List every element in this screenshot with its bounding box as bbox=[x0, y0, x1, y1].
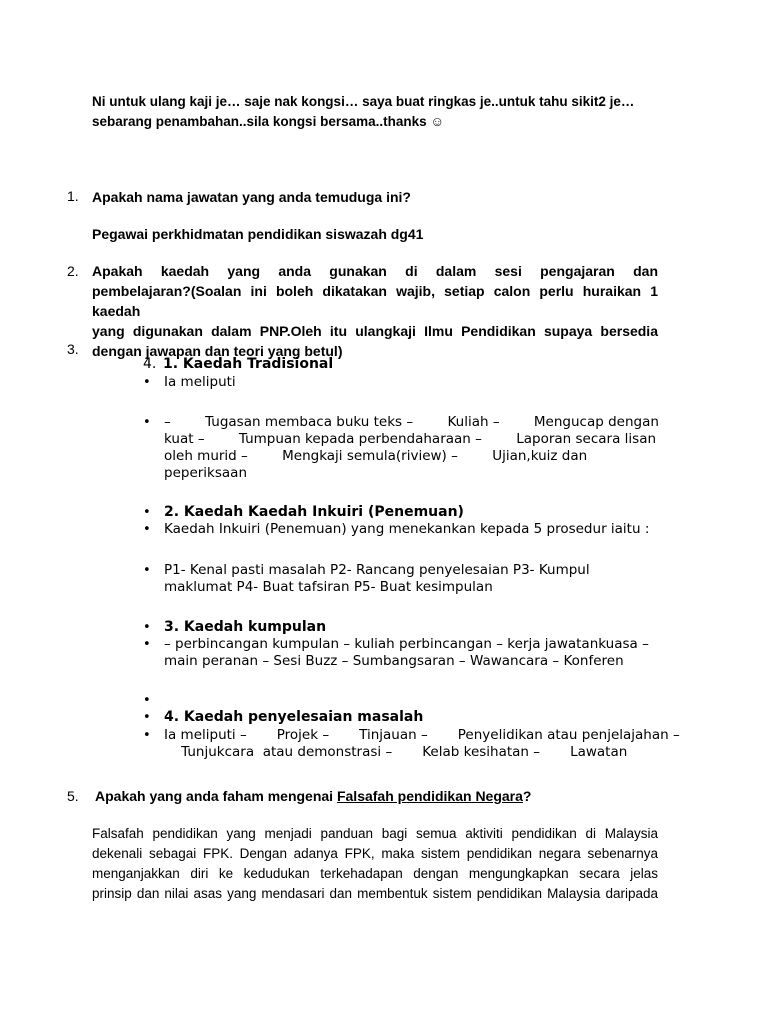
paragraph-line: prinsip dan nilai asas yang mendasari dan membentuk sistem pendidikan Malaysia daripada bbox=[92, 886, 658, 901]
q4-title: 1. Kaedah Tradisional bbox=[163, 356, 334, 372]
q5-answer-paragraph bbox=[92, 824, 658, 904]
bullet-icon: • bbox=[143, 505, 151, 520]
list-item-text bbox=[164, 636, 684, 670]
q5-question-text: Apakah yang anda faham mengenai bbox=[95, 788, 337, 804]
intro-line-1: Ni untuk ulang kaji je… saje nak kongsi… saya buat ringkas je..untuk tahu sikit2 je… bbox=[92, 94, 635, 109]
q5-question bbox=[95, 786, 531, 806]
bullet-icon: • bbox=[143, 620, 151, 635]
bullet-icon: • bbox=[143, 728, 151, 743]
bullet-icon: • bbox=[143, 563, 151, 578]
list-item-text bbox=[164, 414, 684, 482]
bullet-icon: • bbox=[143, 522, 151, 537]
list-item-line: Ia meliputi – Projek – Tinjauan – Penyelidikan atau penjelajahan – bbox=[164, 727, 680, 743]
list-item-text bbox=[164, 562, 684, 596]
q1-number: 1. bbox=[67, 188, 79, 204]
list-item-line: peperiksaan bbox=[164, 465, 248, 481]
list-item-line: Tunjukcara atau demonstrasi – Kelab kesihatan – Lawatan bbox=[164, 744, 628, 760]
bullet-icon: • bbox=[143, 637, 151, 652]
list-item-text bbox=[164, 727, 684, 761]
list-item-line: main peranan – Sesi Buzz – Sumbangsaran – Wawancara – Konferen bbox=[164, 653, 624, 669]
method-3-heading: 3. Kaedah kumpulan bbox=[164, 619, 327, 635]
method-2-heading: 2. Kaedah Kaedah Inkuiri (Penemuan) bbox=[164, 504, 464, 520]
q2-number: 2. bbox=[67, 263, 79, 279]
q2-line-3: yang digunakan dalam PNP.Oleh itu ulangkaji Ilmu Pendidikan supaya bersedia bbox=[92, 323, 658, 339]
q2-line-2: pembelajaran?(Soalan ini boleh dikatakan wajib, setiap calon perlu huraikan 1 kaedah bbox=[92, 283, 658, 319]
q1-answer: Pegawai perkhidmatan pendidikan siswazah dg41 bbox=[92, 226, 424, 242]
intro-line-2: sebarang penambahan..sila kongsi bersama..thanks ☺ bbox=[92, 114, 445, 129]
q4-heading bbox=[143, 356, 334, 372]
q4-number: 4. bbox=[143, 356, 157, 372]
q5-question-mark: ? bbox=[522, 788, 532, 804]
list-item-text: Ia meliputi bbox=[164, 374, 236, 390]
list-item-line: – perbincangan kumpulan – kuliah perbincangan – kerja jawatankuasa – bbox=[164, 636, 649, 652]
list-item-line: maklumat P4- Buat tafsiran P5- Buat kesimpulan bbox=[164, 579, 493, 595]
method-4-heading: 4. Kaedah penyelesaian masalah bbox=[164, 709, 424, 725]
paragraph-line: menganjakkan diri ke kedudukan terkehadapan dengan mengungkapkan secara jelas bbox=[92, 866, 658, 881]
paragraph-line: dekenali sebagai FPK. Dengan adanya FPK, maka sistem pendidikan negara sebenarnya bbox=[92, 846, 658, 861]
q2-question bbox=[92, 261, 658, 361]
q3-number: 3. bbox=[67, 341, 79, 357]
list-item-line: – Tugasan membaca buku teks – Kuliah – Mengucap dengan bbox=[164, 414, 659, 430]
list-item-line: oleh murid – Mengkaji semula(riview) – Ujian,kuiz dan bbox=[164, 448, 588, 464]
q1-question: Apakah nama jawatan yang anda temuduga ini? bbox=[92, 189, 411, 205]
list-item-line: P1- Kenal pasti masalah P2- Rancang penyelesaian P3- Kumpul bbox=[164, 562, 590, 578]
q2-line-4: dengan jawapan dan teori yang betul) bbox=[92, 343, 343, 359]
bullet-icon: • bbox=[143, 375, 151, 390]
q2-line-1: Apakah kaedah yang anda gunakan di dalam sesi pengajaran dan bbox=[92, 263, 658, 279]
list-item-text: Kaedah Inkuiri (Penemuan) yang menekankan kepada 5 prosedur iaitu : bbox=[164, 521, 650, 537]
bullet-icon: • bbox=[143, 693, 151, 708]
list-item-line: kuat – Tumpuan kepada perbendaharaan – Laporan secara lisan bbox=[164, 431, 657, 447]
bullet-icon: • bbox=[143, 710, 151, 725]
q5-question-underlined: Falsafah pendidikan Negara bbox=[336, 788, 523, 804]
paragraph-line: Falsafah pendidikan yang menjadi panduan bagi semua aktiviti pendidikan di Malaysia bbox=[92, 826, 658, 841]
q5-number: 5. bbox=[67, 788, 79, 804]
bullet-icon: • bbox=[143, 415, 151, 430]
intro-paragraph bbox=[92, 92, 692, 132]
